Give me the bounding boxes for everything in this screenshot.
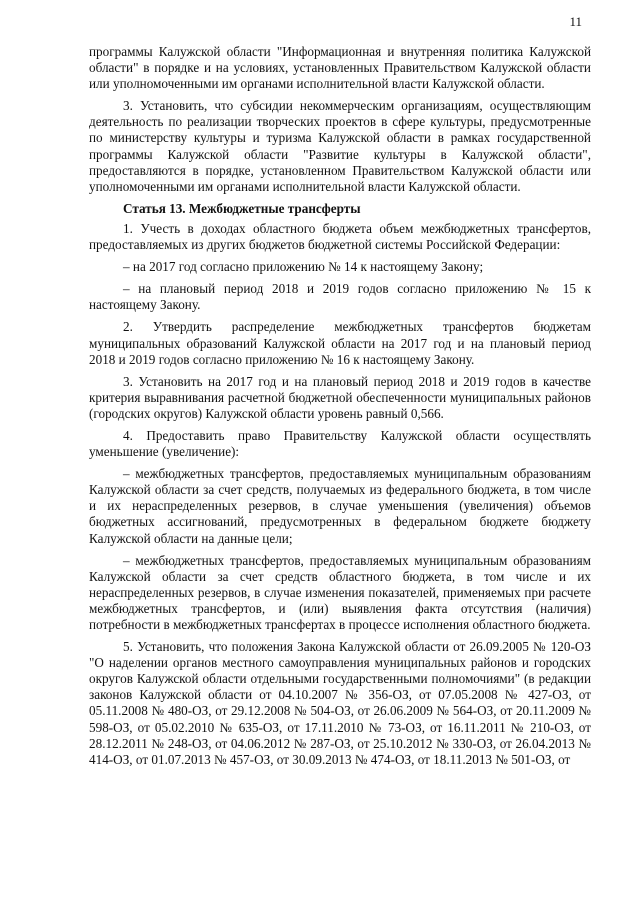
paragraph-2: 2. Утвердить распределение межбюджетных трансфертов бюджетам муниципальных образований Калужской области на 2017 год и на плановый период 2018 и 2019 годов согласно приложению № 16 к настоящему Закону. xyxy=(89,319,591,367)
paragraph-4: 4. Предоставить право Правительству Калужской области осуществлять уменьшение (увеличение): xyxy=(89,427,591,460)
list-item-federal: – межбюджетных трансфертов, предоставляемых муниципальным образованиям Калужской области за счет средств, получаемых из федерального бюджета, в том числе и их нераспределенных резервов, в случае уменьшения (увеличения) объемов бюджетных ассигнований, предусмотренных в федеральном бюджете бюджету Калужской области на данные цели; xyxy=(89,466,591,546)
document-body xyxy=(89,44,591,774)
paragraph-3: 3. Установить на 2017 год и на плановый период 2018 и 2019 годов в качестве критерия выравнивания расчетной бюджетной обеспеченности муниципальных районов (городских округов) Калужской области уровень равный 0,566. xyxy=(89,373,591,421)
list-item-planning-period: – на плановый период 2018 и 2019 годов согласно приложению № 15 к настоящему Закону. xyxy=(89,281,591,313)
list-item-regional: – межбюджетных трансфертов, предоставляемых муниципальным образованиям Калужской области за счет средств областного бюджета, в том числе и их нераспределенных резервов, в случае изменения показателей, применяемых при расчете межбюджетных трансфертов, и (или) выявления факта отсутствия (наличия) потребности в межбюджетных трансфертах в процессе исполнения областного бюджета. xyxy=(89,552,591,632)
paragraph-5: 5. Установить, что положения Закона Калужской области от 26.09.2005 № 120-ОЗ "О наделении органов местного самоуправления муниципальных районов и городских округов Калужской области отдельными государственными полномочиями" (в редакции законов Калужской области от 04.10.2007 № 356-ОЗ, от 07.05.2008 № 427-ОЗ, от 05.11.2008 № 480-ОЗ, от 29.12.2008 № 504-ОЗ, от 26.06.2009 № 564-ОЗ, от 20.11.2009 № 598-ОЗ, от 05.02.2010 № 635-ОЗ, от 17.11.2010 № 73-ОЗ, от 16.11.2011 № 210-ОЗ, от 28.12.2011 № 248-ОЗ, от 04.06.2012 № 287-ОЗ, от 25.10.2012 № 330-ОЗ, от 26.04.2013 № 414-ОЗ, от 01.07.2013 № 457-ОЗ, от 30.09.2013 № 474-ОЗ, от 18.11.2013 № 501-ОЗ, от xyxy=(89,639,591,767)
page-number: 11 xyxy=(569,14,582,29)
paragraph-1: 1. Учесть в доходах областного бюджета объем межбюджетных трансфертов, предоставляемых из других бюджетов бюджетной системы Российской Федерации: xyxy=(89,220,591,253)
list-item-2017: – на 2017 год согласно приложению № 14 к настоящему Закону; xyxy=(123,259,484,275)
paragraph-subsidies: 3. Установить, что субсидии некоммерческим организациям, осуществляющим деятельность по реализации творческих проектов в сфере культуры, предусмотренные по министерству культуры и туризма Калужской области в рамках государственной программы Калужской области "Развитие культуры в Калужской области", предоставляются в порядке, установленном Правительством Калужской области или уполномоченными им органами исполнительной власти Калужской области. xyxy=(89,98,591,194)
article-13-heading: Статья 13. Межбюджетные трансферты xyxy=(123,200,361,216)
paragraph-continuation: программы Калужской области "Информационная и внутренняя политика Калужской области" в порядке и на условиях, установленных Правительством Калужской области или уполномоченными им органами исполнительной власти Калужской области. xyxy=(89,44,591,92)
